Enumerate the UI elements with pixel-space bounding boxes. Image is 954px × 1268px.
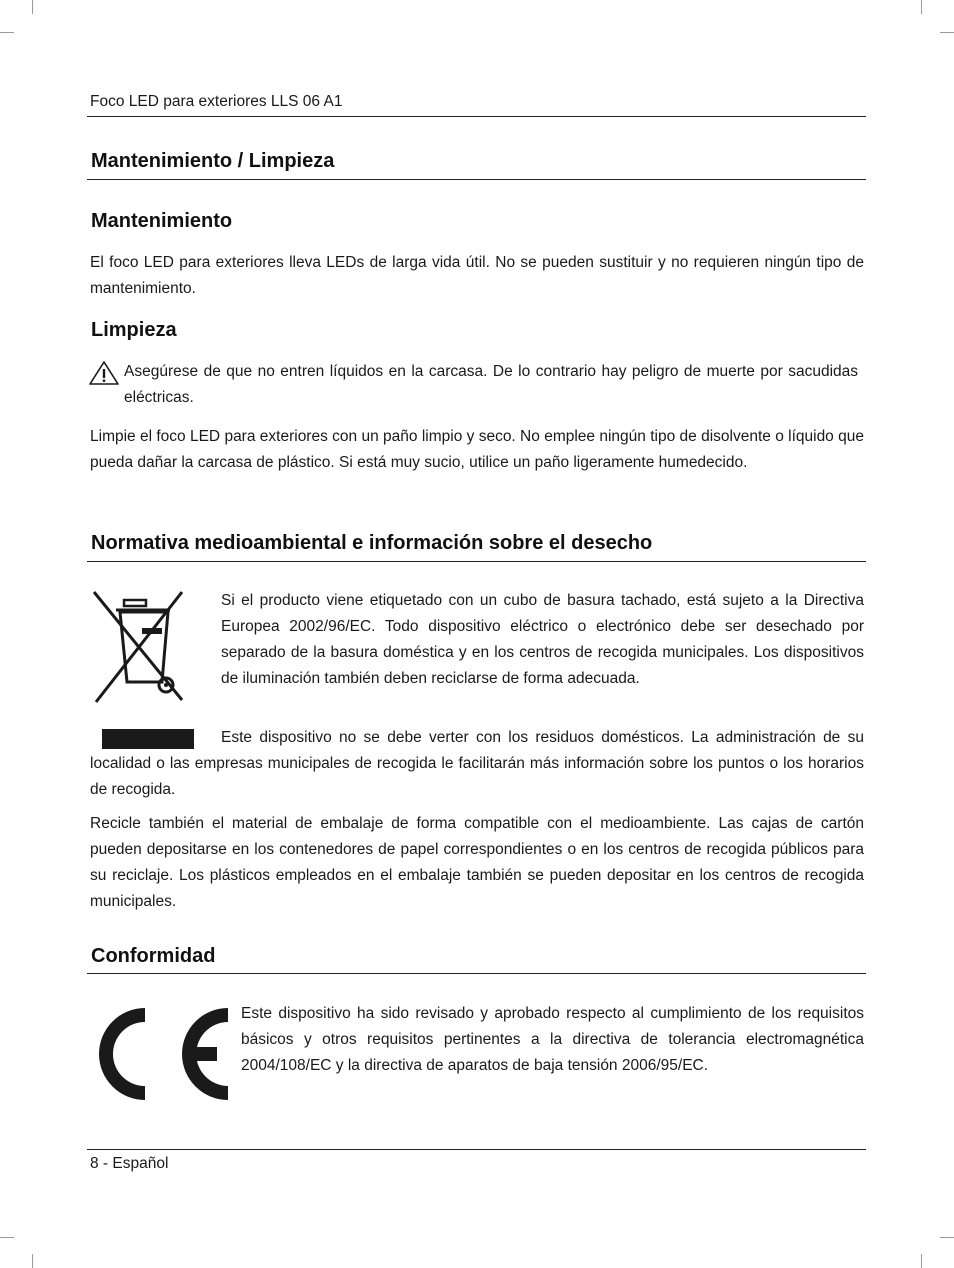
section-rule [87,179,866,180]
crop-mark [921,0,922,14]
subheading-maintenance: Mantenimiento [91,210,233,232]
crop-mark [940,32,954,33]
section-heading-conformity: Conformidad [91,945,216,967]
crop-mark [921,1254,922,1268]
disposal-paragraph: Este dispositivo no se debe verter con los residuos domésticos. La administración de su localidad o las empresas municipales de recogida le facilitarán más información sobre los puntos o los horarios de recogida. [90,729,864,798]
weee-paragraph: Si el producto viene etiquetado con un cubo de basura tachado, está sujeto a la Directiva Europea 2002/96/EC. Todo dispositivo eléctrico o electrónico debe ser desechado por separado de la basura doméstica y en los centros de recogida municipales. Los dispositivos de iluminación también deben reciclarse de forma adecuada. [221,592,864,687]
cleaning-paragraph: Limpie el foco LED para exteriores con un paño limpio y seco. No emplee ningún tipo de disolvente o líquido que pueda dañar la carcasa de plástico. Si está muy sucio, utilice un paño ligeramente humedecido. [90,428,864,471]
section-heading-maintenance: Mantenimiento / Limpieza [91,150,335,172]
ce-mark-icon [89,1004,231,1104]
crop-mark [32,1254,33,1268]
crop-mark [32,0,33,14]
section-heading-environment: Normativa medioambiental e información sobre el desecho [91,532,653,554]
warning-paragraph: Asegúrese de que no entren líquidos en la carcasa. De lo contrario hay peligro de muerte por sacudidas eléctricas. [124,363,858,406]
conformity-paragraph: Este dispositivo ha sido revisado y aprobado respecto al cumplimiento de los requisitos básicos y otros requisitos pertinentes a la directiva de tolerancia electromagnética 2004/108/EC y la directiva de aparatos de baja tensión 2006/95/EC. [241,1005,864,1074]
maintenance-paragraph: El foco LED para exteriores lleva LEDs de larga vida útil. No se pueden sustituir y no requieren ningún tipo de mantenimiento. [90,254,864,297]
footer-rule [87,1149,866,1150]
section-rule [87,973,866,974]
crop-mark [0,32,14,33]
section-rule [87,561,866,562]
crop-mark [0,1237,14,1238]
page-number: 8 - Español [90,1155,169,1172]
subheading-cleaning: Limpieza [91,319,177,341]
header-rule [87,116,866,117]
running-header: Foco LED para exteriores LLS 06 A1 [90,93,343,110]
crop-mark [940,1237,954,1238]
crossed-out-wheelie-bin-icon [90,588,186,706]
warning-triangle-icon [88,360,120,386]
packaging-paragraph: Recicle también el material de embalaje de forma compatible con el medioambiente. Las cajas de cartón pueden depositarse en los contenedores de papel correspondientes o en los centros de recogida públicos para su reciclaje. Los plásticos empleados en el embalaje también se pueden depositar en los centros de recogida municipales. [90,815,864,910]
